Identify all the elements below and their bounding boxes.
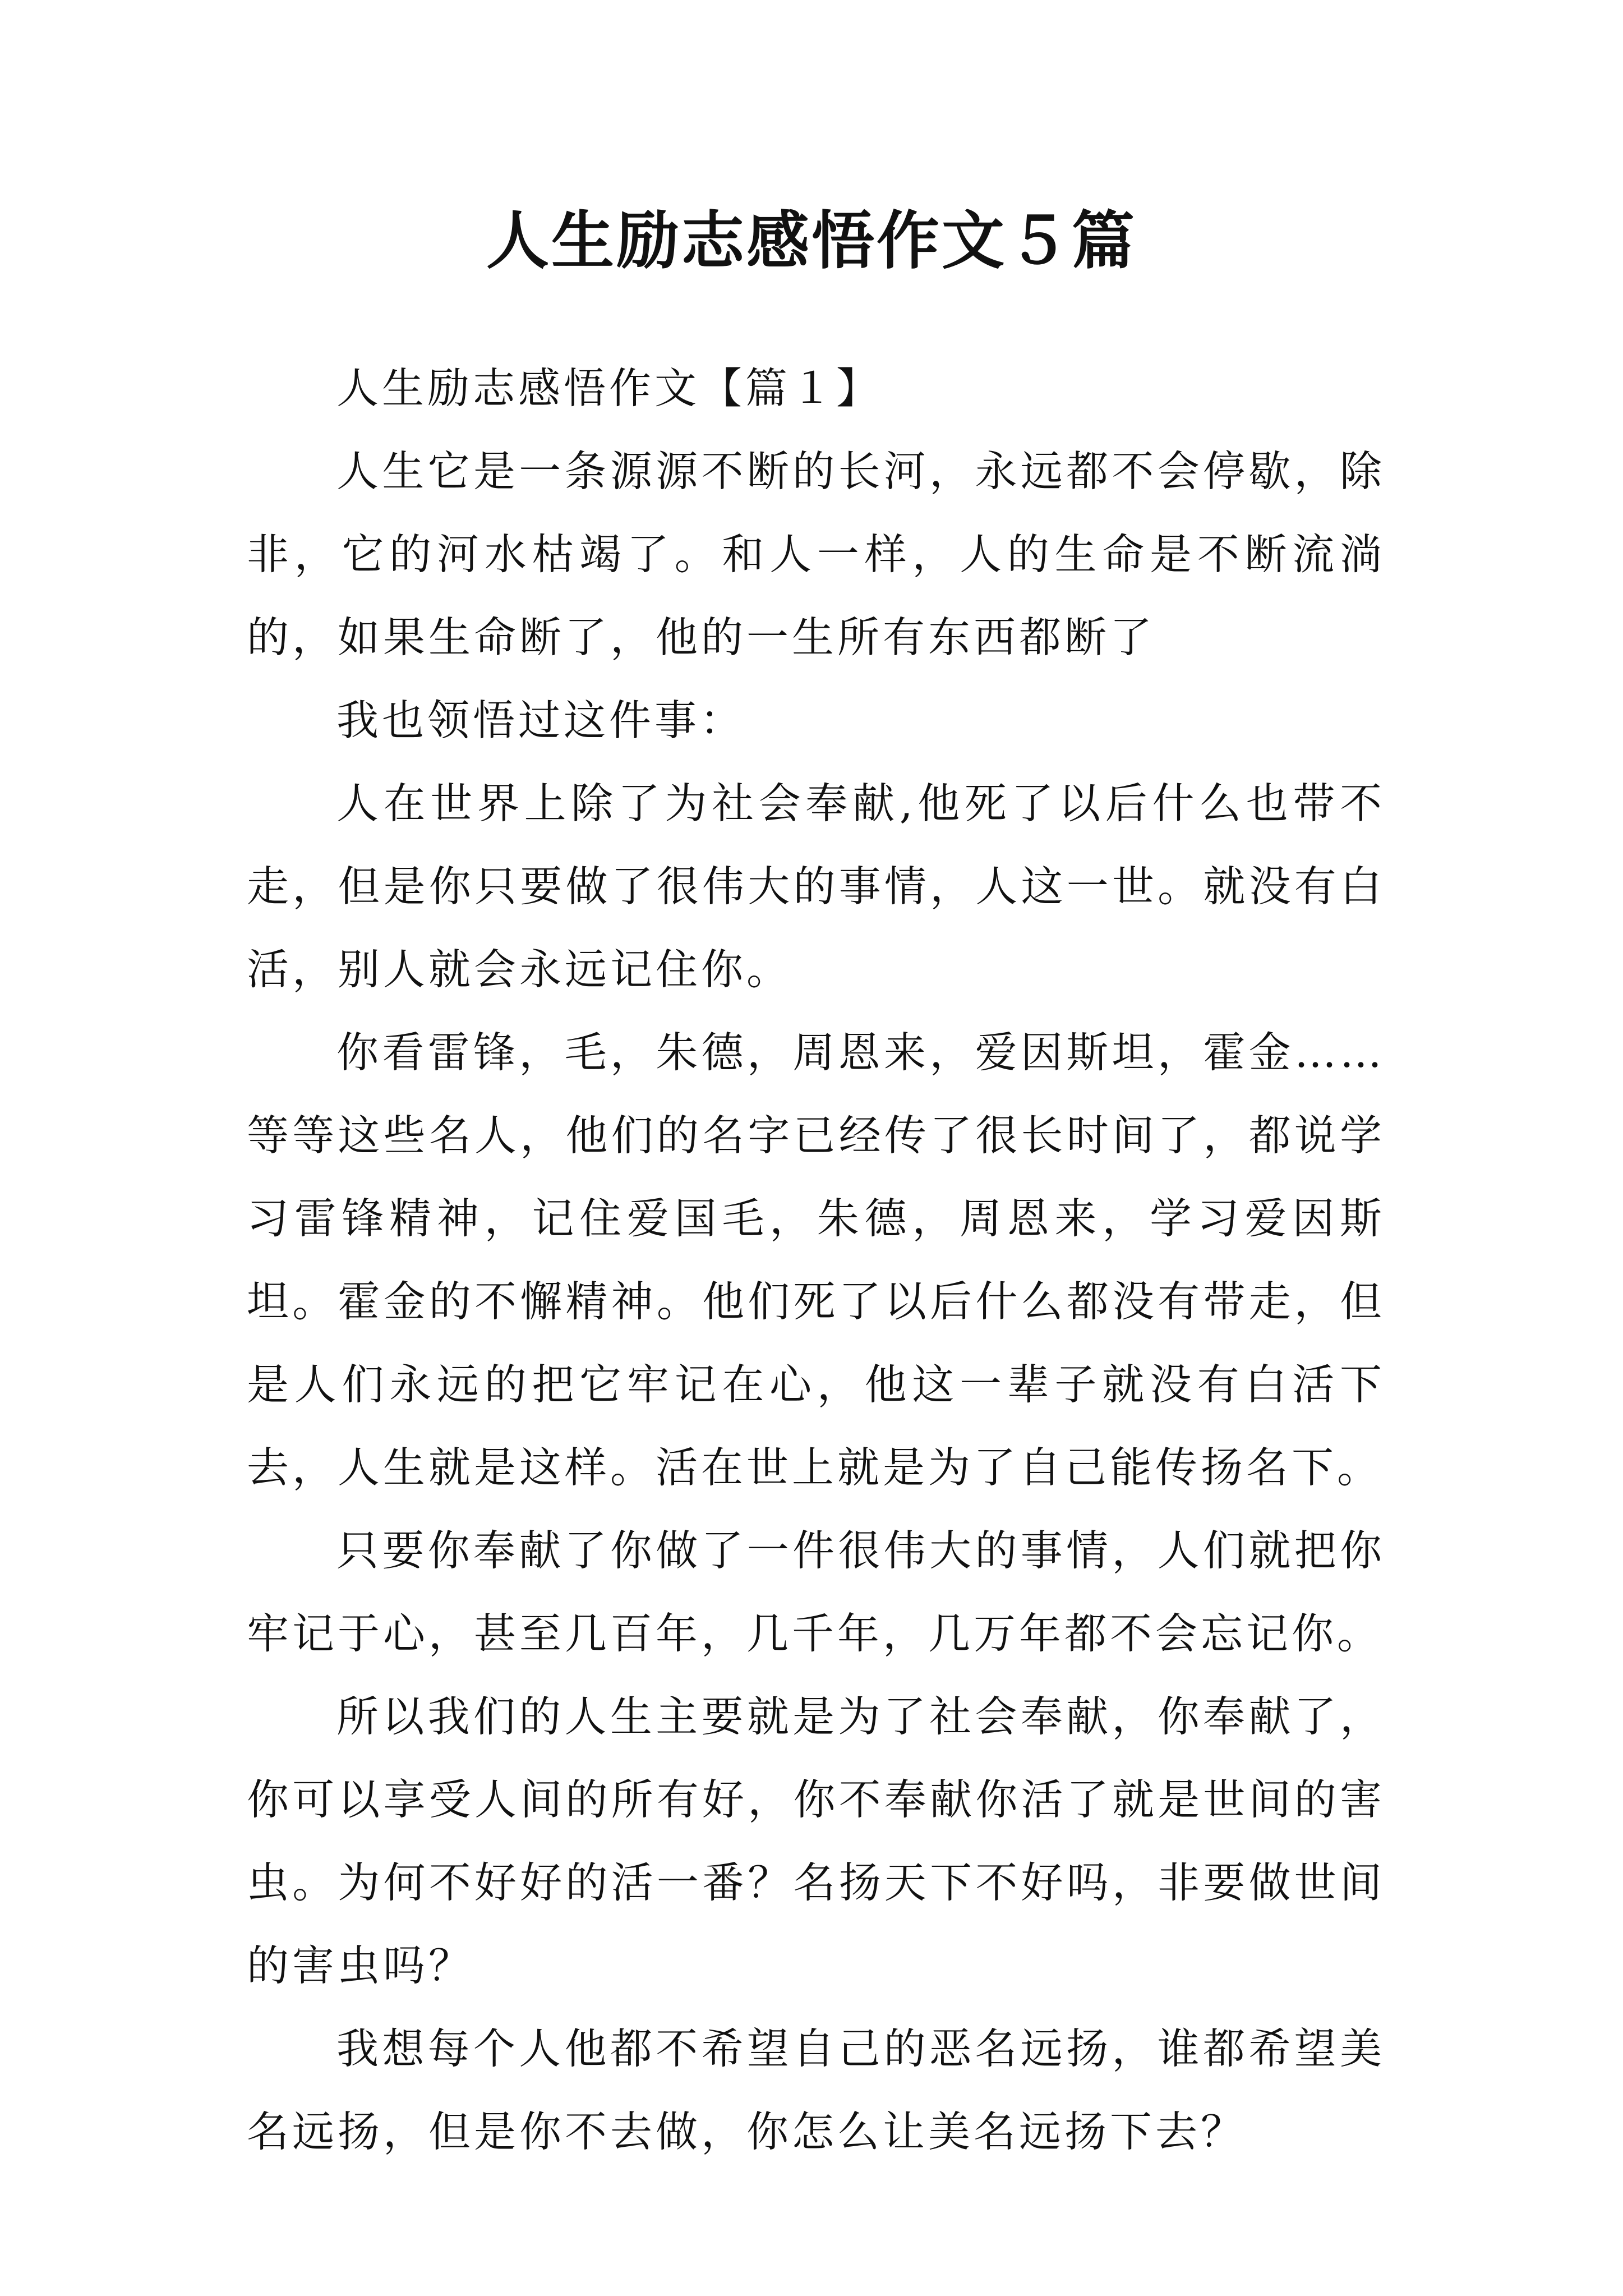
paragraph: 人生它是一条源源不断的长河，永远都不会停歇，除非，它的河水枯竭了。和人一样，人的生命是不断流淌的，如果生命断了，他的一生所有东西都断了 [247, 447, 1385, 662]
paragraph: 你看雷锋，毛，朱德，周恩来，爱因斯坦，霍金……等等这些名人，他们的名字已经传了很长时间了，都说学习雷锋精神，记住爱国毛，朱德，周恩来，学习爱因斯坦。霍金的不懈精神。他们死了以后什么都没有带走，但是人们永远的把它牢记在心，他这一辈子就没有白活下去，人生就是这样。活在世上就是为了自己能传扬名下。 [247, 1028, 1385, 1492]
paragraph: 人在世界上除了为社会奉献,他死了以后什么也带不走，但是你只要做了很伟大的事情，人这一世。就没有白活，别人就会永远记住你。 [247, 779, 1385, 994]
paragraph: 我也领悟过这件事： [336, 696, 746, 745]
paragraph: 所以我们的人生主要就是为了社会奉献，你奉献了，你可以享受人间的所有好，你不奉献你活了就是世间的害虫。为何不好好的活一番？名扬天下不好吗，非要做世间的害虫吗？ [247, 1692, 1385, 1990]
document-body [247, 347, 1385, 2173]
paragraph: 只要你奉献了你做了一件很伟大的事情，人们就把你牢记于心，甚至几百年，几千年，几万年都不会忘记你。 [247, 1526, 1385, 1658]
section-heading: 人生励志感悟作文【篇１】 [336, 364, 882, 413]
document-title: 人生励志感悟作文５篇 [486, 204, 1137, 278]
paragraph: 我想每个人他都不希望自己的恶名远扬，谁都希望美名远扬，但是你不去做，你怎么让美名远扬下去？ [247, 2024, 1385, 2156]
